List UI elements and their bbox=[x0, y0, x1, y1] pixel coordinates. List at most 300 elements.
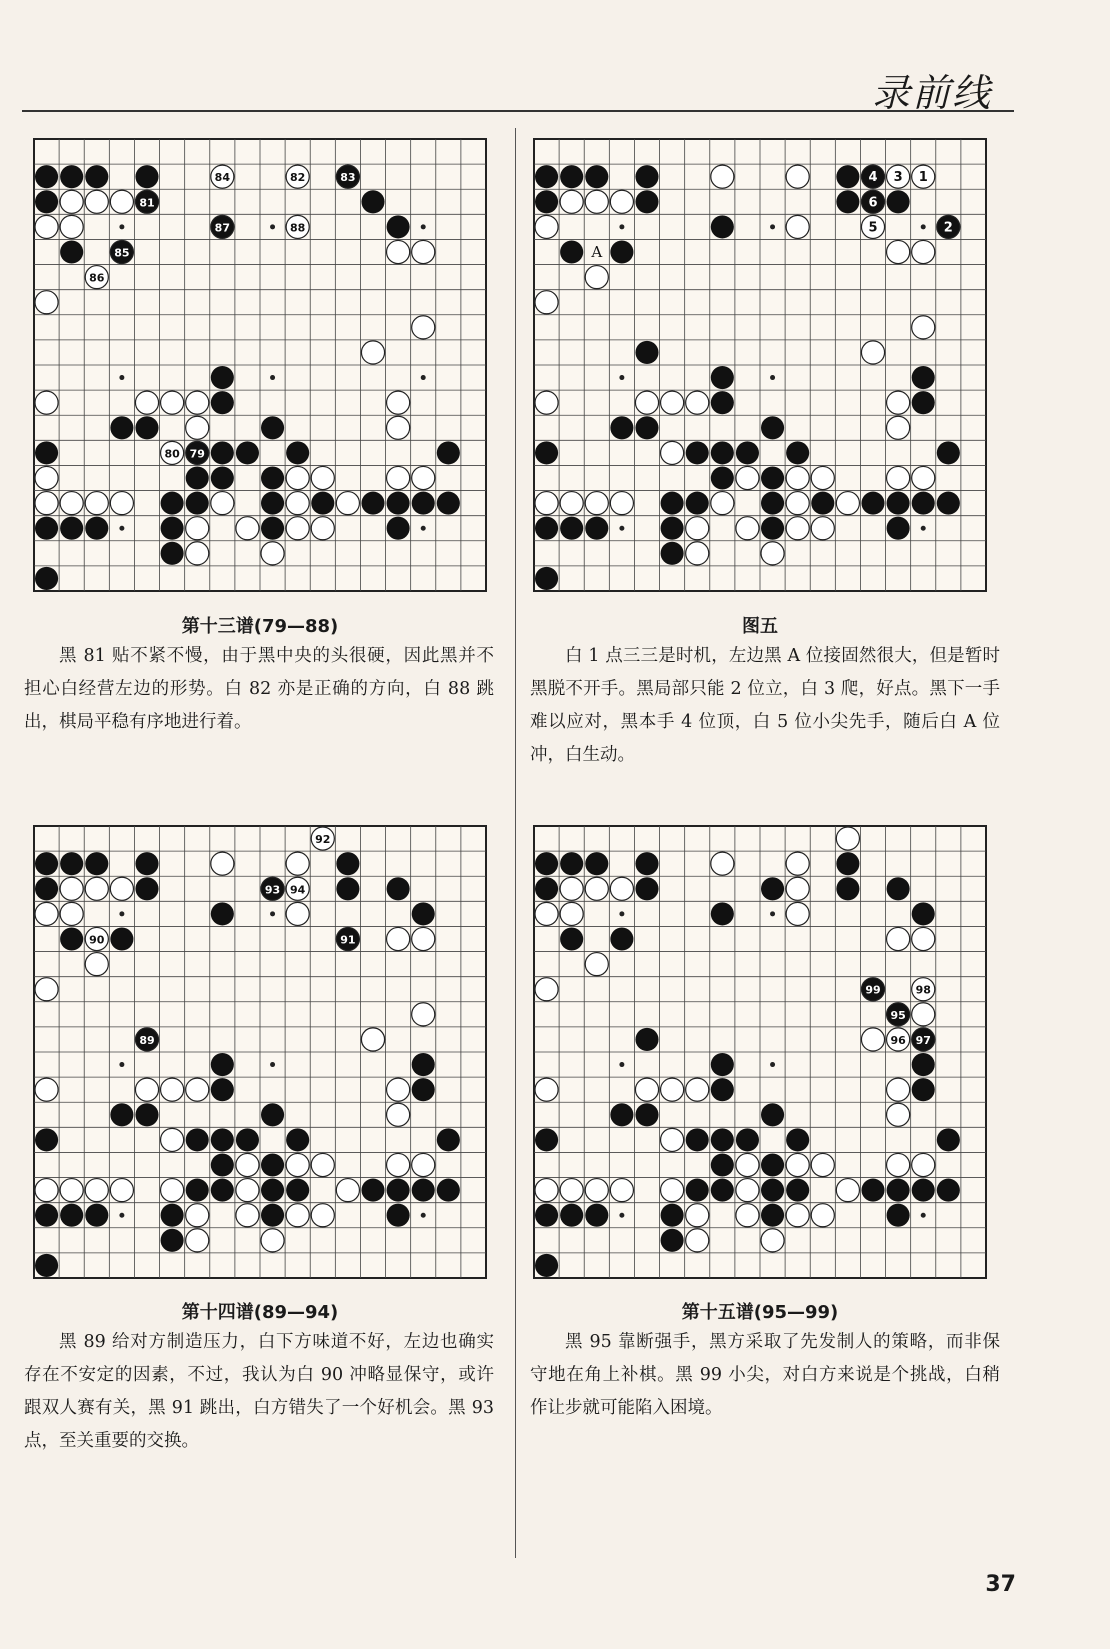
white-stone bbox=[811, 1204, 834, 1227]
white-stone bbox=[135, 1078, 158, 1101]
white-stone bbox=[585, 953, 608, 976]
go-board-svg bbox=[30, 135, 490, 595]
white-stone bbox=[286, 1153, 309, 1176]
black-stone bbox=[887, 877, 910, 900]
black-stone bbox=[560, 165, 583, 188]
white-stone bbox=[236, 517, 259, 540]
star-point bbox=[770, 911, 775, 916]
black-stone bbox=[361, 1179, 384, 1202]
black-stone bbox=[535, 190, 558, 213]
black-stone bbox=[35, 190, 58, 213]
white-stone bbox=[186, 517, 209, 540]
black-stone bbox=[761, 416, 784, 439]
black-stone bbox=[711, 1078, 734, 1101]
black-stone bbox=[535, 1254, 558, 1277]
move-number: 80 bbox=[164, 447, 180, 461]
white-stone bbox=[60, 877, 83, 900]
white-stone bbox=[560, 902, 583, 925]
black-stone bbox=[336, 852, 359, 875]
white-stone bbox=[60, 1179, 83, 1202]
black-stone bbox=[211, 1078, 234, 1101]
white-stone bbox=[211, 852, 234, 875]
star-point bbox=[619, 526, 624, 531]
black-stone bbox=[437, 492, 460, 515]
star-point bbox=[119, 224, 124, 229]
white-stone bbox=[912, 316, 935, 339]
black-stone bbox=[211, 1053, 234, 1076]
black-stone bbox=[110, 1103, 133, 1126]
white-stone bbox=[535, 902, 558, 925]
black-stone bbox=[887, 190, 910, 213]
white-stone bbox=[887, 1103, 910, 1126]
move-number: 90 bbox=[89, 933, 105, 947]
white-stone bbox=[736, 466, 759, 489]
black-stone bbox=[412, 1179, 435, 1202]
white-stone bbox=[311, 517, 334, 540]
white-stone bbox=[736, 1179, 759, 1202]
black-stone bbox=[535, 1204, 558, 1227]
move-number: 85 bbox=[114, 246, 130, 260]
white-stone bbox=[635, 391, 658, 414]
white-stone bbox=[786, 215, 809, 238]
black-stone bbox=[786, 441, 809, 464]
black-stone bbox=[211, 391, 234, 414]
black-stone bbox=[85, 852, 108, 875]
white-stone bbox=[361, 341, 384, 364]
black-stone bbox=[85, 165, 108, 188]
black-stone bbox=[211, 1179, 234, 1202]
star-point bbox=[619, 224, 624, 229]
white-stone bbox=[35, 215, 58, 238]
white-stone bbox=[110, 492, 133, 515]
white-stone bbox=[387, 240, 410, 263]
black-stone bbox=[887, 1204, 910, 1227]
white-stone bbox=[286, 517, 309, 540]
black-stone bbox=[387, 492, 410, 515]
black-stone bbox=[161, 1204, 184, 1227]
white-stone bbox=[912, 240, 935, 263]
white-stone bbox=[560, 877, 583, 900]
black-stone bbox=[661, 517, 684, 540]
white-stone bbox=[887, 466, 910, 489]
black-stone bbox=[912, 902, 935, 925]
white-stone bbox=[311, 1204, 334, 1227]
black-stone bbox=[211, 1153, 234, 1176]
black-stone bbox=[186, 1128, 209, 1151]
white-stone bbox=[661, 391, 684, 414]
black-stone bbox=[135, 1103, 158, 1126]
white-stone bbox=[361, 1028, 384, 1051]
white-stone bbox=[711, 852, 734, 875]
white-stone bbox=[535, 1078, 558, 1101]
black-stone bbox=[912, 1053, 935, 1076]
diagram-caption: 第十四谱(89—94) bbox=[181, 1302, 339, 1323]
move-number: 98 bbox=[915, 983, 931, 997]
white-stone bbox=[836, 1179, 859, 1202]
black-stone bbox=[711, 391, 734, 414]
black-stone bbox=[937, 441, 960, 464]
white-stone bbox=[887, 927, 910, 950]
black-stone bbox=[686, 1179, 709, 1202]
go-board-diagram-14 bbox=[30, 822, 490, 1282]
star-point bbox=[270, 224, 275, 229]
black-stone bbox=[635, 1103, 658, 1126]
go-board-svg bbox=[530, 822, 990, 1282]
black-stone bbox=[661, 542, 684, 565]
black-stone bbox=[912, 391, 935, 414]
white-stone bbox=[236, 1204, 259, 1227]
white-stone bbox=[236, 1179, 259, 1202]
move-number: 96 bbox=[890, 1033, 906, 1047]
white-stone bbox=[786, 877, 809, 900]
white-stone bbox=[861, 341, 884, 364]
white-stone bbox=[610, 877, 633, 900]
move-number: 87 bbox=[214, 221, 230, 235]
black-stone bbox=[412, 492, 435, 515]
black-stone bbox=[161, 542, 184, 565]
black-stone bbox=[261, 1103, 284, 1126]
black-stone bbox=[161, 517, 184, 540]
black-stone bbox=[736, 441, 759, 464]
white-stone bbox=[311, 1153, 334, 1176]
white-stone bbox=[186, 1078, 209, 1101]
star-point bbox=[619, 1062, 624, 1067]
black-stone bbox=[610, 927, 633, 950]
star-point bbox=[421, 375, 426, 380]
white-stone bbox=[736, 1153, 759, 1176]
black-stone bbox=[387, 1204, 410, 1227]
white-stone bbox=[761, 1229, 784, 1252]
black-stone bbox=[211, 366, 234, 389]
white-stone bbox=[887, 416, 910, 439]
white-stone bbox=[585, 492, 608, 515]
white-stone bbox=[610, 492, 633, 515]
black-stone bbox=[912, 1179, 935, 1202]
white-stone bbox=[686, 1204, 709, 1227]
black-stone bbox=[786, 1128, 809, 1151]
white-stone bbox=[35, 1078, 58, 1101]
white-stone bbox=[736, 517, 759, 540]
black-stone bbox=[635, 877, 658, 900]
black-stone bbox=[387, 215, 410, 238]
white-stone bbox=[887, 1078, 910, 1101]
black-stone bbox=[585, 1204, 608, 1227]
black-stone bbox=[836, 877, 859, 900]
white-stone bbox=[35, 978, 58, 1001]
black-stone bbox=[135, 852, 158, 875]
white-stone bbox=[387, 1103, 410, 1126]
white-stone bbox=[336, 1179, 359, 1202]
white-stone bbox=[387, 1153, 410, 1176]
go-board-diagram-15 bbox=[530, 822, 990, 1282]
black-stone bbox=[211, 466, 234, 489]
white-stone bbox=[412, 1153, 435, 1176]
white-stone bbox=[535, 978, 558, 1001]
white-stone bbox=[661, 1128, 684, 1151]
black-stone bbox=[635, 1028, 658, 1051]
white-stone bbox=[535, 215, 558, 238]
black-stone bbox=[535, 165, 558, 188]
move-number: 6 bbox=[868, 195, 878, 211]
diagram-caption: 第十三谱(79—88) bbox=[181, 616, 339, 637]
white-stone bbox=[912, 1153, 935, 1176]
star-point bbox=[770, 1062, 775, 1067]
black-stone bbox=[635, 165, 658, 188]
black-stone bbox=[535, 1128, 558, 1151]
star-point bbox=[270, 911, 275, 916]
black-stone bbox=[311, 492, 334, 515]
black-stone bbox=[60, 517, 83, 540]
black-stone bbox=[836, 165, 859, 188]
white-stone bbox=[761, 542, 784, 565]
black-stone bbox=[35, 165, 58, 188]
board-letter: A bbox=[591, 243, 603, 261]
star-point bbox=[119, 911, 124, 916]
white-stone bbox=[186, 391, 209, 414]
white-stone bbox=[110, 1179, 133, 1202]
white-stone bbox=[786, 1204, 809, 1227]
white-stone bbox=[110, 190, 133, 213]
star-point bbox=[119, 1213, 124, 1218]
move-number: 97 bbox=[915, 1033, 931, 1047]
black-stone bbox=[186, 492, 209, 515]
black-stone bbox=[635, 852, 658, 875]
white-stone bbox=[110, 877, 133, 900]
white-stone bbox=[412, 316, 435, 339]
black-stone bbox=[60, 852, 83, 875]
black-stone bbox=[211, 1128, 234, 1151]
black-stone bbox=[861, 1179, 884, 1202]
black-stone bbox=[211, 902, 234, 925]
white-stone bbox=[661, 1179, 684, 1202]
white-stone bbox=[736, 1204, 759, 1227]
black-stone bbox=[711, 1053, 734, 1076]
black-stone bbox=[761, 466, 784, 489]
white-stone bbox=[35, 466, 58, 489]
white-stone bbox=[811, 466, 834, 489]
black-stone bbox=[836, 852, 859, 875]
black-stone bbox=[912, 1078, 935, 1101]
black-stone bbox=[261, 1204, 284, 1227]
black-stone bbox=[861, 492, 884, 515]
star-point bbox=[421, 224, 426, 229]
white-stone bbox=[887, 240, 910, 263]
white-stone bbox=[560, 1179, 583, 1202]
black-stone bbox=[661, 1229, 684, 1252]
black-stone bbox=[236, 441, 259, 464]
black-stone bbox=[535, 441, 558, 464]
white-stone bbox=[412, 1003, 435, 1026]
black-stone bbox=[286, 441, 309, 464]
black-stone bbox=[412, 1053, 435, 1076]
white-stone bbox=[161, 1179, 184, 1202]
black-stone bbox=[635, 190, 658, 213]
black-stone bbox=[686, 441, 709, 464]
black-stone bbox=[236, 1128, 259, 1151]
black-stone bbox=[437, 1179, 460, 1202]
move-number: 81 bbox=[139, 196, 155, 210]
black-stone bbox=[35, 1254, 58, 1277]
black-stone bbox=[711, 1128, 734, 1151]
white-stone bbox=[412, 927, 435, 950]
black-stone bbox=[686, 1128, 709, 1151]
white-stone bbox=[560, 492, 583, 515]
black-stone bbox=[286, 1128, 309, 1151]
black-stone bbox=[161, 1229, 184, 1252]
black-stone bbox=[261, 466, 284, 489]
black-stone bbox=[761, 877, 784, 900]
white-stone bbox=[786, 852, 809, 875]
white-stone bbox=[610, 190, 633, 213]
move-number: 4 bbox=[868, 170, 878, 186]
black-stone bbox=[711, 215, 734, 238]
white-stone bbox=[286, 492, 309, 515]
black-stone bbox=[761, 517, 784, 540]
star-point bbox=[619, 1213, 624, 1218]
black-stone bbox=[761, 1153, 784, 1176]
move-number: 88 bbox=[290, 221, 306, 235]
white-stone bbox=[786, 517, 809, 540]
white-stone bbox=[261, 542, 284, 565]
black-stone bbox=[60, 165, 83, 188]
black-stone bbox=[35, 441, 58, 464]
black-stone bbox=[585, 852, 608, 875]
black-stone bbox=[135, 165, 158, 188]
star-point bbox=[770, 224, 775, 229]
white-stone bbox=[535, 492, 558, 515]
white-stone bbox=[786, 902, 809, 925]
go-board-svg bbox=[30, 822, 490, 1282]
commentary-paragraph: 黑 95 靠断强手，黑方采取了先发制人的策略，而非保守地在角上补棋。黑 99 小尖，对白方来说是个挑战，白稍作让步就可能陷入困境。 bbox=[530, 1332, 1000, 1418]
white-stone bbox=[387, 466, 410, 489]
commentary-paragraph: 黑 81 贴不紧不慢，由于黑中央的头很硬，因此黑并不担心白经营左边的形势。白 82 亦是正确的方向，白 88 跳出，棋局平稳有序地进行着。 bbox=[24, 646, 494, 732]
star-point bbox=[421, 526, 426, 531]
white-stone bbox=[286, 902, 309, 925]
black-stone bbox=[736, 1128, 759, 1151]
white-stone bbox=[60, 902, 83, 925]
white-stone bbox=[811, 517, 834, 540]
black-stone bbox=[261, 416, 284, 439]
star-point bbox=[619, 375, 624, 380]
move-number: 86 bbox=[89, 271, 105, 285]
white-stone bbox=[35, 492, 58, 515]
white-stone bbox=[35, 902, 58, 925]
black-stone bbox=[937, 1128, 960, 1151]
white-stone bbox=[786, 466, 809, 489]
white-stone bbox=[186, 1204, 209, 1227]
white-stone bbox=[85, 953, 108, 976]
running-header-title: 录前线 bbox=[871, 71, 992, 115]
white-stone bbox=[786, 492, 809, 515]
black-stone bbox=[635, 416, 658, 439]
black-stone bbox=[836, 190, 859, 213]
black-stone bbox=[535, 567, 558, 590]
black-stone bbox=[711, 441, 734, 464]
move-number: 82 bbox=[290, 171, 306, 185]
white-stone bbox=[35, 391, 58, 414]
white-stone bbox=[85, 1179, 108, 1202]
star-point bbox=[270, 1062, 275, 1067]
white-stone bbox=[286, 1204, 309, 1227]
white-stone bbox=[387, 927, 410, 950]
black-stone bbox=[336, 877, 359, 900]
white-stone bbox=[686, 542, 709, 565]
black-stone bbox=[610, 416, 633, 439]
white-stone bbox=[161, 1128, 184, 1151]
move-number: 79 bbox=[189, 447, 205, 461]
move-number: 1 bbox=[918, 170, 928, 186]
white-stone bbox=[786, 165, 809, 188]
white-stone bbox=[836, 827, 859, 850]
black-stone bbox=[711, 1153, 734, 1176]
move-number: 92 bbox=[315, 833, 331, 847]
black-stone bbox=[635, 341, 658, 364]
black-stone bbox=[110, 927, 133, 950]
go-board-figure-5 bbox=[530, 135, 990, 595]
black-stone bbox=[35, 517, 58, 540]
black-stone bbox=[711, 466, 734, 489]
black-stone bbox=[811, 492, 834, 515]
star-point bbox=[921, 224, 926, 229]
header-rule bbox=[22, 110, 1014, 112]
black-stone bbox=[761, 492, 784, 515]
white-stone bbox=[35, 291, 58, 314]
go-board-svg bbox=[530, 135, 990, 595]
white-stone bbox=[861, 1028, 884, 1051]
move-number: 94 bbox=[290, 883, 306, 897]
white-stone bbox=[336, 492, 359, 515]
white-stone bbox=[711, 492, 734, 515]
black-stone bbox=[35, 852, 58, 875]
go-board-diagram-13 bbox=[30, 135, 490, 595]
black-stone bbox=[761, 1204, 784, 1227]
white-stone bbox=[387, 1078, 410, 1101]
white-stone bbox=[661, 1078, 684, 1101]
white-stone bbox=[686, 517, 709, 540]
white-stone bbox=[211, 492, 234, 515]
white-stone bbox=[85, 190, 108, 213]
column-divider bbox=[515, 128, 516, 1558]
black-stone bbox=[261, 492, 284, 515]
move-number: 91 bbox=[340, 933, 356, 947]
white-stone bbox=[686, 1078, 709, 1101]
white-stone bbox=[135, 391, 158, 414]
white-stone bbox=[585, 1179, 608, 1202]
white-stone bbox=[60, 215, 83, 238]
white-stone bbox=[85, 492, 108, 515]
move-number: 89 bbox=[139, 1033, 155, 1047]
black-stone bbox=[560, 517, 583, 540]
black-stone bbox=[135, 877, 158, 900]
white-stone bbox=[912, 927, 935, 950]
diagram-caption: 第十五谱(95—99) bbox=[681, 1302, 839, 1323]
black-stone bbox=[211, 441, 234, 464]
black-stone bbox=[887, 492, 910, 515]
black-stone bbox=[186, 1179, 209, 1202]
black-stone bbox=[937, 492, 960, 515]
black-stone bbox=[261, 1179, 284, 1202]
black-stone bbox=[560, 852, 583, 875]
white-stone bbox=[387, 391, 410, 414]
white-stone bbox=[261, 1229, 284, 1252]
commentary-paragraph: 白 1 点三三是时机，左边黑 A 位接固然很大，但是暂时黑脱不开手。黑局部只能 2 位立，白 3 爬，好点。黑下一手难以应对，黑本手 4 位顶，白 5 位小尖先手，随后白 A 位冲，白生动。 bbox=[530, 646, 1000, 765]
white-stone bbox=[35, 1179, 58, 1202]
white-stone bbox=[186, 1229, 209, 1252]
commentary-paragraph: 黑 89 给对方制造压力，白下方味道不好，左边也确实存在不安定的因素，不过，我认为白 90 冲略显保守，或许跟双人赛有关，黑 91 跳出，白方错失了一个好机会。黑 93 点，至关重要的交换。 bbox=[24, 1332, 494, 1451]
black-stone bbox=[585, 517, 608, 540]
black-stone bbox=[110, 416, 133, 439]
star-point bbox=[421, 1213, 426, 1218]
